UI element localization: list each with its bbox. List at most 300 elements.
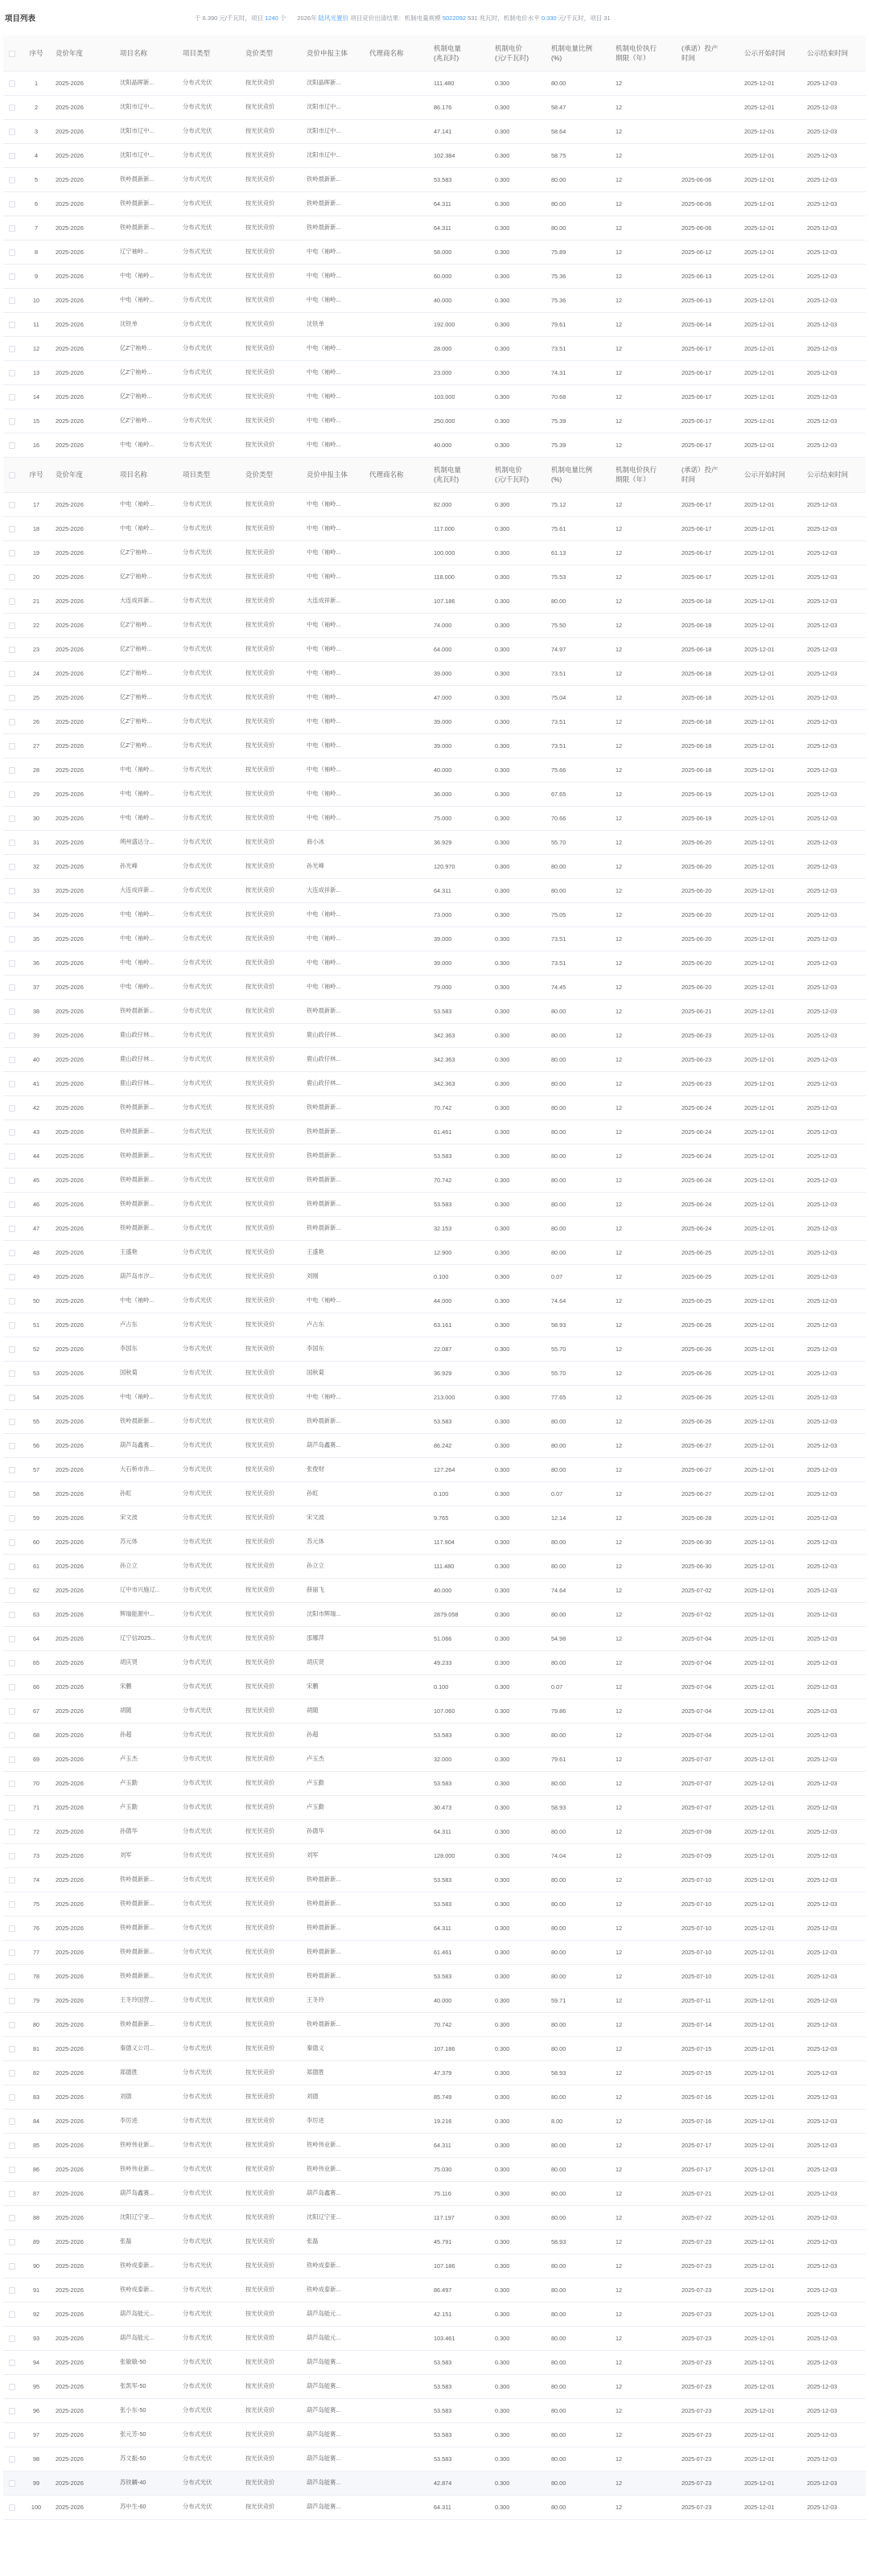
table-row[interactable] xyxy=(3,1264,866,1288)
row-checkbox[interactable] xyxy=(3,1699,21,1723)
table-row[interactable] xyxy=(3,1168,866,1192)
table-cell: 按光伏竞价 xyxy=(241,1940,303,1964)
row-checkbox[interactable] xyxy=(3,1216,21,1240)
row-checkbox[interactable] xyxy=(3,409,21,433)
column-header[interactable]: 序号 xyxy=(21,457,51,492)
table-row[interactable] xyxy=(3,1506,866,1530)
row-checkbox[interactable] xyxy=(3,1144,21,1168)
row-checkbox[interactable] xyxy=(3,878,21,902)
row-checkbox[interactable] xyxy=(3,2012,21,2036)
table-cell: 铁岭晨新新... xyxy=(116,1409,179,1433)
table-cell: 32 xyxy=(21,854,51,878)
column-header[interactable]: (承诺）投产 时间 xyxy=(677,35,740,71)
table-cell: 50 xyxy=(21,1288,51,1313)
table-row[interactable] xyxy=(3,2302,866,2326)
table-cell: 2025-07-04 xyxy=(677,1650,740,1674)
table-row[interactable] xyxy=(3,2181,866,2205)
row-checkbox[interactable] xyxy=(3,240,21,264)
table-row[interactable] xyxy=(3,902,866,926)
table-row[interactable] xyxy=(3,312,866,336)
row-checkbox[interactable] xyxy=(3,1240,21,1264)
table-row[interactable] xyxy=(3,433,866,457)
table-cell: 10 xyxy=(21,288,51,312)
table-row[interactable] xyxy=(3,661,866,685)
table-row[interactable] xyxy=(3,1723,866,1747)
row-checkbox[interactable] xyxy=(3,1481,21,1506)
column-header[interactable]: 公示结束时间 xyxy=(803,457,866,492)
table-cell: 2025-2026 xyxy=(51,1433,116,1457)
table-cell: 0.100 xyxy=(430,1481,491,1506)
table-row[interactable] xyxy=(3,1940,866,1964)
table-cell: 张元芳-50 xyxy=(116,2422,179,2447)
row-checkbox[interactable] xyxy=(3,540,21,565)
column-header[interactable]: 机制电价执行 期限（年） xyxy=(612,457,677,492)
table-cell: 70.66 xyxy=(547,806,612,830)
table-cell: 按光伏竞价 xyxy=(241,878,303,902)
table-row[interactable] xyxy=(3,951,866,975)
table-row[interactable] xyxy=(3,2229,866,2253)
table-cell: 12 xyxy=(612,516,677,540)
column-header[interactable]: 机制电量 (兆瓦时) xyxy=(430,457,491,492)
table-row[interactable] xyxy=(3,288,866,312)
row-checkbox[interactable] xyxy=(3,492,21,516)
table-row[interactable] xyxy=(3,71,866,95)
table-row[interactable] xyxy=(3,1120,866,1144)
table-cell: 葫芦岛能赛... xyxy=(303,2350,365,2374)
table-cell: 中电（袖岭... xyxy=(116,782,179,806)
table-cell: 2025-12-01 xyxy=(740,1047,803,1071)
column-header[interactable]: 公示开始时间 xyxy=(740,457,803,492)
row-checkbox[interactable] xyxy=(3,312,21,336)
table-row[interactable] xyxy=(3,1771,866,1795)
row-checkbox[interactable] xyxy=(3,733,21,758)
table-cell xyxy=(365,1747,430,1771)
row-checkbox[interactable] xyxy=(3,1023,21,1047)
table-cell xyxy=(365,1843,430,1867)
table-row[interactable] xyxy=(3,2278,866,2302)
row-checkbox[interactable] xyxy=(3,1964,21,1988)
table-cell: 按光伏竞价 xyxy=(241,2278,303,2302)
row-checkbox[interactable] xyxy=(3,1095,21,1120)
column-header[interactable]: 竞价年度 xyxy=(51,457,116,492)
row-checkbox[interactable] xyxy=(3,1916,21,1940)
table-row[interactable] xyxy=(3,1578,866,1602)
column-header[interactable]: 竞价申报主体 xyxy=(303,457,365,492)
table-cell: 按光伏竞价 xyxy=(241,854,303,878)
row-checkbox[interactable] xyxy=(3,71,21,95)
table-cell: 2025-2026 xyxy=(51,2278,116,2302)
table-cell: 12 xyxy=(612,119,677,143)
table-row[interactable] xyxy=(3,1819,866,1843)
row-checkbox[interactable] xyxy=(3,1650,21,1674)
table-row[interactable] xyxy=(3,240,866,264)
table-row[interactable] xyxy=(3,1530,866,1554)
row-checkbox[interactable] xyxy=(3,1674,21,1699)
row-checkbox[interactable] xyxy=(3,589,21,613)
table-cell: 分布式光伏 xyxy=(179,2278,241,2302)
row-checkbox[interactable] xyxy=(3,758,21,782)
table-row[interactable] xyxy=(3,999,866,1023)
table-cell: 2025-2026 xyxy=(51,312,116,336)
table-row[interactable] xyxy=(3,2157,866,2181)
column-header[interactable]: 竞价类型 xyxy=(241,457,303,492)
table-cell: 亿Z宁袖岭... xyxy=(116,733,179,758)
table-row[interactable] xyxy=(3,685,866,709)
table-row[interactable] xyxy=(3,1916,866,1940)
table-row[interactable] xyxy=(3,1867,866,1892)
row-checkbox[interactable] xyxy=(3,1457,21,1481)
table-row[interactable] xyxy=(3,1892,866,1916)
row-checkbox[interactable] xyxy=(3,926,21,951)
table-cell: 45 xyxy=(21,1168,51,1192)
table-cell: 按光伏竞价 xyxy=(241,1385,303,1409)
row-checkbox[interactable] xyxy=(3,1723,21,1747)
table-cell xyxy=(365,565,430,589)
table-row[interactable] xyxy=(3,360,866,384)
row-checkbox[interactable] xyxy=(3,516,21,540)
table-row[interactable] xyxy=(3,1433,866,1457)
column-header[interactable]: 机制电价 (元/千瓦时) xyxy=(491,35,547,71)
table-cell: 分布式光伏 xyxy=(179,926,241,951)
column-header[interactable]: 机制电价 (元/千瓦时) xyxy=(491,457,547,492)
table-row[interactable] xyxy=(3,926,866,951)
table-cell: 亿Z宁袖岭... xyxy=(116,336,179,360)
table-row[interactable] xyxy=(3,1071,866,1095)
row-checkbox[interactable] xyxy=(3,2181,21,2205)
row-checkbox[interactable] xyxy=(3,1264,21,1288)
row-checkbox[interactable] xyxy=(3,95,21,119)
table-row[interactable] xyxy=(3,1843,866,1867)
row-checkbox[interactable] xyxy=(3,2302,21,2326)
column-header[interactable]: 机制电量 (兆瓦时) xyxy=(430,35,491,71)
row-checkbox[interactable] xyxy=(3,1433,21,1457)
table-cell: 12 xyxy=(612,191,677,216)
row-checkbox[interactable] xyxy=(3,384,21,409)
row-checkbox[interactable] xyxy=(3,1892,21,1916)
row-checkbox[interactable] xyxy=(3,2278,21,2302)
row-checkbox[interactable] xyxy=(3,782,21,806)
table-row[interactable] xyxy=(3,119,866,143)
row-checkbox[interactable] xyxy=(3,360,21,384)
row-checkbox[interactable] xyxy=(3,2350,21,2374)
row-checkbox[interactable] xyxy=(3,2495,21,2519)
table-cell: 辽中市兴施辽... xyxy=(116,1578,179,1602)
table-cell: 按光伏竞价 xyxy=(241,1747,303,1771)
table-row[interactable] xyxy=(3,516,866,540)
row-checkbox[interactable] xyxy=(3,2229,21,2253)
column-header[interactable]: 公示结束时间 xyxy=(803,35,866,71)
row-checkbox[interactable] xyxy=(3,565,21,589)
table-row[interactable] xyxy=(3,589,866,613)
row-checkbox[interactable] xyxy=(3,2447,21,2471)
table-cell: 2025-07-23 xyxy=(677,2471,740,2495)
table-cell: 按光伏竞价 xyxy=(241,1168,303,1192)
row-checkbox[interactable] xyxy=(3,433,21,457)
table-row[interactable] xyxy=(3,637,866,661)
table-row[interactable] xyxy=(3,167,866,191)
table-cell: 2025-12-03 xyxy=(803,143,866,167)
column-header[interactable]: 机制电量比例 (%) xyxy=(547,35,612,71)
row-checkbox[interactable] xyxy=(3,806,21,830)
table-row[interactable] xyxy=(3,1457,866,1481)
row-checkbox[interactable] xyxy=(3,1843,21,1867)
column-header[interactable]: 项目类型 xyxy=(179,457,241,492)
row-checkbox[interactable] xyxy=(3,1602,21,1626)
column-header[interactable]: 代理商名称 xyxy=(365,457,430,492)
column-header[interactable]: 竞价年度 xyxy=(51,35,116,71)
row-checkbox[interactable] xyxy=(3,1867,21,1892)
row-checkbox[interactable] xyxy=(3,951,21,975)
row-checkbox[interactable] xyxy=(3,1192,21,1216)
table-row[interactable] xyxy=(3,492,866,516)
row-checkbox[interactable] xyxy=(3,336,21,360)
table-row[interactable] xyxy=(3,191,866,216)
row-checkbox[interactable] xyxy=(3,1530,21,1554)
table-row[interactable] xyxy=(3,1337,866,1361)
table-cell: 张俊财 xyxy=(303,1457,365,1481)
table-cell: 0.300 xyxy=(491,167,547,191)
row-checkbox[interactable] xyxy=(3,1047,21,1071)
table-row[interactable] xyxy=(3,2133,866,2157)
table-cell: 铁岭伟业新... xyxy=(303,2157,365,2181)
table-row[interactable] xyxy=(3,2350,866,2374)
row-checkbox[interactable] xyxy=(3,902,21,926)
table-row[interactable] xyxy=(3,2422,866,2447)
row-checkbox[interactable] xyxy=(3,685,21,709)
column-header[interactable]: 公示开始时间 xyxy=(740,35,803,71)
table-row[interactable] xyxy=(3,1554,866,1578)
row-checkbox[interactable] xyxy=(3,2133,21,2157)
row-checkbox[interactable] xyxy=(3,1940,21,1964)
table-row[interactable] xyxy=(3,2109,866,2133)
table-row[interactable] xyxy=(3,1988,866,2012)
row-checkbox[interactable] xyxy=(3,2036,21,2060)
table-cell: 中电（袖岭... xyxy=(303,1385,365,1409)
table-cell: 0.100 xyxy=(430,1674,491,1699)
column-header[interactable]: 序号 xyxy=(21,35,51,71)
table-cell: 2025-2026 xyxy=(51,2398,116,2422)
table-row[interactable] xyxy=(3,1795,866,1819)
table-cell: 2025-07-10 xyxy=(677,1964,740,1988)
table-row[interactable] xyxy=(3,733,866,758)
table-row[interactable] xyxy=(3,830,866,854)
table-row[interactable] xyxy=(3,2374,866,2398)
table-cell: 按光伏竞价 xyxy=(241,1216,303,1240)
row-checkbox[interactable] xyxy=(3,1506,21,1530)
table-row[interactable] xyxy=(3,1047,866,1071)
row-checkbox[interactable] xyxy=(3,1337,21,1361)
table-cell: 中电（袖岭... xyxy=(303,637,365,661)
column-header[interactable]: 竞价申报主体 xyxy=(303,35,365,71)
row-checkbox[interactable] xyxy=(3,2326,21,2350)
table-row[interactable] xyxy=(3,878,866,902)
table-row[interactable] xyxy=(3,2398,866,2422)
row-checkbox[interactable] xyxy=(3,1120,21,1144)
row-checkbox[interactable] xyxy=(3,2109,21,2133)
row-checkbox[interactable] xyxy=(3,1313,21,1337)
table-row[interactable] xyxy=(3,1699,866,1723)
table-cell: 铁岭晨新新... xyxy=(303,191,365,216)
table-row[interactable] xyxy=(3,2012,866,2036)
table-row[interactable] xyxy=(3,95,866,119)
table-cell: 2025-2026 xyxy=(51,1626,116,1650)
table-cell: 0.300 xyxy=(491,975,547,999)
row-checkbox[interactable] xyxy=(3,288,21,312)
select-all-checkbox[interactable] xyxy=(3,35,21,71)
row-checkbox[interactable] xyxy=(3,637,21,661)
row-checkbox[interactable] xyxy=(3,1988,21,2012)
table-row[interactable] xyxy=(3,2253,866,2278)
table-cell: 2025-12-01 xyxy=(740,1144,803,1168)
table-row[interactable] xyxy=(3,1240,866,1264)
table-row[interactable] xyxy=(3,1313,866,1337)
table-row[interactable] xyxy=(3,1481,866,1506)
row-checkbox[interactable] xyxy=(3,2471,21,2495)
table-row[interactable] xyxy=(3,1409,866,1433)
table-row[interactable] xyxy=(3,2495,866,2519)
table-cell: 中电（袖岭... xyxy=(303,540,365,565)
table-row[interactable] xyxy=(3,1144,866,1168)
select-all-checkbox[interactable] xyxy=(3,457,21,492)
table-row[interactable] xyxy=(3,1385,866,1409)
row-checkbox[interactable] xyxy=(3,2060,21,2085)
table-cell: 铁岭晨新新... xyxy=(116,2012,179,2036)
table-row[interactable] xyxy=(3,1964,866,1988)
table-cell: 76 xyxy=(21,1916,51,1940)
row-checkbox[interactable] xyxy=(3,830,21,854)
table-cell: 45.791 xyxy=(430,2229,491,2253)
row-checkbox[interactable] xyxy=(3,2253,21,2278)
table-row[interactable] xyxy=(3,758,866,782)
table-cell: 85 xyxy=(21,2133,51,2157)
table-row[interactable] xyxy=(3,409,866,433)
table-row[interactable] xyxy=(3,2085,866,2109)
table-row[interactable] xyxy=(3,1288,866,1313)
table-cell: 2025-12-03 xyxy=(803,1723,866,1747)
table-row[interactable] xyxy=(3,1361,866,1385)
row-checkbox[interactable] xyxy=(3,975,21,999)
row-checkbox[interactable] xyxy=(3,1578,21,1602)
table-cell: 12 xyxy=(612,2495,677,2519)
row-checkbox[interactable] xyxy=(3,854,21,878)
table-row[interactable] xyxy=(3,806,866,830)
row-checkbox[interactable] xyxy=(3,1409,21,1433)
row-checkbox[interactable] xyxy=(3,191,21,216)
row-checkbox[interactable] xyxy=(3,1071,21,1095)
row-checkbox[interactable] xyxy=(3,264,21,288)
table-row[interactable] xyxy=(3,1602,866,1626)
row-checkbox[interactable] xyxy=(3,2205,21,2229)
table-row[interactable] xyxy=(3,1747,866,1771)
table-cell: 53.583 xyxy=(430,2374,491,2398)
row-checkbox[interactable] xyxy=(3,1554,21,1578)
table-row[interactable] xyxy=(3,709,866,733)
table-cell: 中电（袖岭... xyxy=(303,926,365,951)
row-checkbox[interactable] xyxy=(3,999,21,1023)
table-cell xyxy=(365,1071,430,1095)
table-row[interactable] xyxy=(3,2326,866,2350)
row-checkbox[interactable] xyxy=(3,1795,21,1819)
table-row[interactable] xyxy=(3,540,866,565)
table-cell: 分布式光伏 xyxy=(179,2398,241,2422)
row-checkbox[interactable] xyxy=(3,613,21,637)
table-row[interactable] xyxy=(3,2447,866,2471)
row-checkbox[interactable] xyxy=(3,119,21,143)
table-row[interactable] xyxy=(3,613,866,637)
table-cell: 2025-06-17 xyxy=(677,336,740,360)
table-row[interactable] xyxy=(3,384,866,409)
row-checkbox[interactable] xyxy=(3,1385,21,1409)
row-checkbox[interactable] xyxy=(3,2374,21,2398)
column-header[interactable]: (承诺）投产 时间 xyxy=(677,457,740,492)
table-row[interactable] xyxy=(3,2471,866,2495)
table-cell: 118.000 xyxy=(430,565,491,589)
table-row[interactable] xyxy=(3,336,866,360)
row-checkbox[interactable] xyxy=(3,1361,21,1385)
table-row[interactable] xyxy=(3,1674,866,1699)
column-header[interactable]: 项目类型 xyxy=(179,35,241,71)
table-row[interactable] xyxy=(3,1192,866,1216)
table-row[interactable] xyxy=(3,2036,866,2060)
row-checkbox[interactable] xyxy=(3,2085,21,2109)
row-checkbox[interactable] xyxy=(3,1168,21,1192)
table-row[interactable] xyxy=(3,1023,866,1047)
table-row[interactable] xyxy=(3,1650,866,1674)
row-checkbox[interactable] xyxy=(3,1771,21,1795)
table-row[interactable] xyxy=(3,2205,866,2229)
row-checkbox[interactable] xyxy=(3,661,21,685)
row-checkbox[interactable] xyxy=(3,709,21,733)
column-header[interactable]: 代理商名称 xyxy=(365,35,430,71)
table-row[interactable] xyxy=(3,2060,866,2085)
table-cell: 2025-2026 xyxy=(51,1192,116,1216)
table-cell: 2025-12-03 xyxy=(803,1337,866,1361)
column-header[interactable]: 机制电量比例 (%) xyxy=(547,457,612,492)
table-row[interactable] xyxy=(3,143,866,167)
table-row[interactable] xyxy=(3,1095,866,1120)
row-checkbox[interactable] xyxy=(3,143,21,167)
table-row[interactable] xyxy=(3,1626,866,1650)
row-checkbox[interactable] xyxy=(3,2422,21,2447)
table-row[interactable] xyxy=(3,782,866,806)
table-cell xyxy=(365,119,430,143)
table-cell: 分布式光伏 xyxy=(179,565,241,589)
table-cell: 2025-12-03 xyxy=(803,516,866,540)
table-row[interactable] xyxy=(3,975,866,999)
table-row[interactable] xyxy=(3,854,866,878)
row-checkbox[interactable] xyxy=(3,1626,21,1650)
table-row[interactable] xyxy=(3,565,866,589)
row-checkbox[interactable] xyxy=(3,2398,21,2422)
column-header[interactable]: 竞价类型 xyxy=(241,35,303,71)
table-row[interactable] xyxy=(3,264,866,288)
row-checkbox[interactable] xyxy=(3,216,21,240)
row-checkbox[interactable] xyxy=(3,2157,21,2181)
row-checkbox[interactable] xyxy=(3,1288,21,1313)
column-header[interactable]: 机制电价执行 期限（年） xyxy=(612,35,677,71)
column-header[interactable]: 项目名称 xyxy=(116,457,179,492)
row-checkbox[interactable] xyxy=(3,1819,21,1843)
table-cell: 2025-2026 xyxy=(51,565,116,589)
table-row[interactable] xyxy=(3,1216,866,1240)
row-checkbox[interactable] xyxy=(3,167,21,191)
table-cell: 100.000 xyxy=(430,540,491,565)
table-cell: 按光伏竞价 xyxy=(241,1144,303,1168)
table-cell: 64.311 xyxy=(430,878,491,902)
column-header[interactable]: 项目名称 xyxy=(116,35,179,71)
table-row[interactable] xyxy=(3,216,866,240)
row-checkbox[interactable] xyxy=(3,1747,21,1771)
